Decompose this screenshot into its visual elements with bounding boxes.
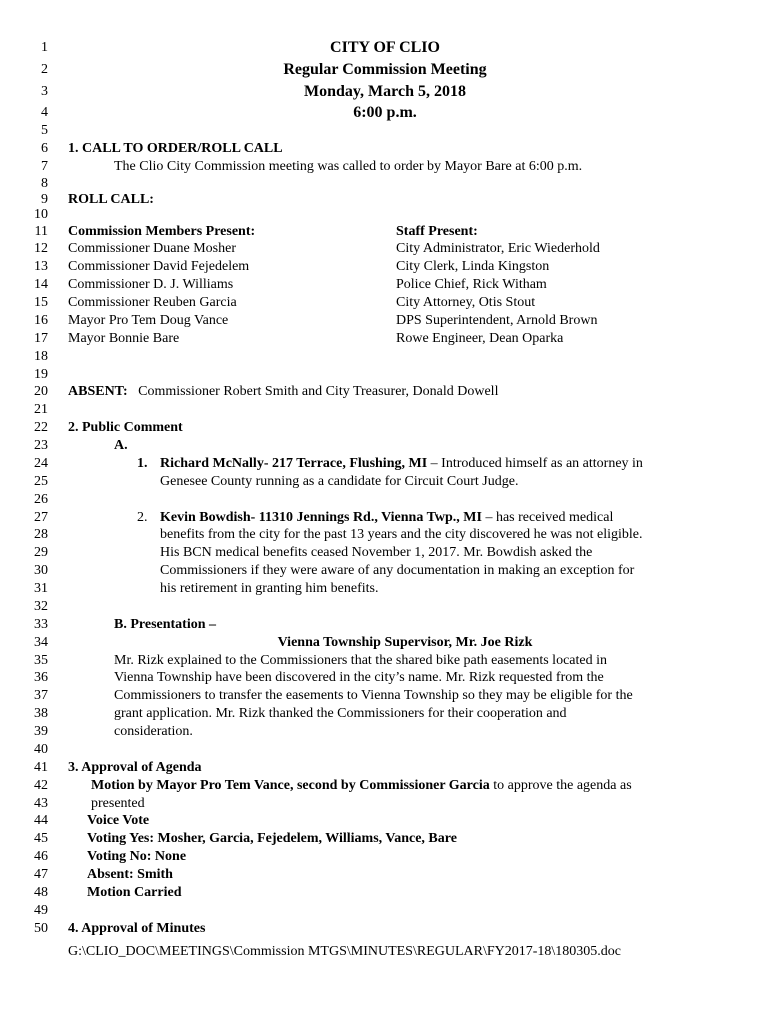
line-number: 16: [34, 313, 48, 328]
member-item: Commissioner Duane Mosher: [68, 241, 236, 256]
line-number: 37: [34, 688, 48, 703]
line-number: 28: [34, 527, 48, 542]
line-number: 26: [34, 492, 48, 507]
comment-text: – has received medical: [481, 510, 614, 525]
public-comment-heading: 2. Public Comment: [68, 420, 183, 435]
line-number: 7: [41, 159, 48, 174]
line-number: 33: [34, 617, 48, 632]
line-number: 23: [34, 438, 48, 453]
approval-agenda-heading: 3. Approval of Agenda: [68, 760, 202, 775]
line-number: 35: [34, 653, 48, 668]
line-number: 43: [34, 796, 48, 811]
voting-yes: Voting Yes: Mosher, Garcia, Fejedelem, Williams, Vance, Bare: [87, 831, 457, 846]
member-item: Commissioner Reuben Garcia: [68, 295, 237, 310]
line-number: 30: [34, 563, 48, 578]
line-number: 34: [34, 635, 48, 650]
line-number: 8: [41, 176, 48, 191]
meeting-title: Regular Commission Meeting: [283, 61, 487, 78]
line-number: 3: [41, 84, 48, 99]
line-number: 29: [34, 545, 48, 560]
presentation-line: Vienna Township have been discovered in the city’s name. Mr. Rizk requested from the: [114, 670, 604, 685]
line-number: 27: [34, 510, 48, 525]
line-number: 2: [41, 62, 48, 77]
line-number: 13: [34, 259, 48, 274]
staff-item: City Administrator, Eric Wiederhold: [396, 241, 600, 256]
line-number: 31: [34, 581, 48, 596]
line-number: 47: [34, 867, 48, 882]
line-number: 24: [34, 456, 48, 471]
presentation-line: Commissioners to transfer the easements to Vienna Township so they may be eligible for the: [114, 688, 633, 703]
line-number: 39: [34, 724, 48, 739]
line-number: 18: [34, 349, 48, 364]
line-number: 10: [34, 207, 48, 222]
presentation-subtitle: Vienna Township Supervisor, Mr. Joe Rizk: [277, 635, 533, 650]
line-number: 50: [34, 921, 48, 936]
line-number: 19: [34, 367, 48, 382]
absent-text: Commissioner Robert Smith and City Treasurer, Donald Dowell: [138, 384, 499, 399]
comment-item-number: 2.: [137, 510, 148, 525]
line-number: 42: [34, 778, 48, 793]
meeting-time: 6:00 p.m.: [353, 104, 417, 121]
line-number: 9: [41, 192, 48, 207]
line-number: 41: [34, 760, 48, 775]
line-number: 15: [34, 295, 48, 310]
presentation-line: grant application. Mr. Rizk thanked the Commissioners for their cooperation and: [114, 706, 567, 721]
line-number: 1: [41, 40, 48, 55]
roll-call-heading: ROLL CALL:: [68, 192, 154, 207]
members-heading: Commission Members Present:: [68, 224, 256, 239]
comment-text: his retirement in granting him benefits.: [160, 581, 379, 596]
comment-text: Commissioners if they were aware of any documentation in making an exception for: [160, 563, 635, 578]
absent-line: [68, 383, 498, 401]
line-number: 44: [34, 813, 48, 828]
line-number: 6: [41, 141, 48, 156]
staff-item: City Clerk, Linda Kingston: [396, 259, 550, 274]
line-number: 20: [34, 384, 48, 399]
staff-heading: Staff Present:: [396, 224, 478, 239]
line-number: 25: [34, 474, 48, 489]
comment-text: benefits from the city for the past 13 years and the city discovered he was not eligible.: [160, 527, 643, 542]
staff-item: Police Chief, Rick Witham: [396, 277, 547, 292]
voting-absent: Absent: Smith: [87, 867, 173, 882]
line-number: 40: [34, 742, 48, 757]
staff-item: City Attorney, Otis Stout: [396, 295, 536, 310]
footer-path: G:\CLIO_DOC\MEETINGS\Commission MTGS\MINUTES\REGULAR\FY2017-18\180305.doc: [68, 944, 622, 959]
comment-text: – Introduced himself as an attorney in: [427, 456, 643, 471]
voice-vote: Voice Vote: [87, 813, 150, 828]
approval-minutes-heading: 4. Approval of Minutes: [68, 921, 206, 936]
line-number: 11: [34, 224, 48, 239]
comment-name: Richard McNally- 217 Terrace, Flushing, MI: [160, 456, 428, 471]
line-number: 14: [34, 277, 48, 292]
comment-name: Kevin Bowdish- 11310 Jennings Rd., Vienna Twp., MI: [160, 510, 482, 525]
agenda-motion-cont: presented: [91, 796, 145, 811]
presentation-line: Mr. Rizk explained to the Commissioners that the shared bike path easements located in: [114, 653, 607, 668]
public-comment-sub-a: A.: [114, 438, 128, 453]
line-number: 49: [34, 903, 48, 918]
member-item: Commissioner David Fejedelem: [68, 259, 250, 274]
call-to-order-text: The Clio City Commission meeting was called to order by Mayor Bare at 6:00 p.m.: [114, 159, 583, 174]
motion-result: Motion Carried: [87, 885, 182, 900]
call-to-order-heading: 1. CALL TO ORDER/ROLL CALL: [68, 141, 283, 156]
line-number: 5: [41, 123, 48, 138]
line-number: 17: [34, 331, 48, 346]
presentation-line: consideration.: [114, 724, 193, 739]
line-number: 22: [34, 420, 48, 435]
comment-item-2: [160, 509, 613, 527]
presentation-heading: B. Presentation –: [114, 617, 217, 632]
line-number: 45: [34, 831, 48, 846]
line-number: 12: [34, 241, 48, 256]
line-number: 38: [34, 706, 48, 721]
staff-item: Rowe Engineer, Dean Oparka: [396, 331, 564, 346]
voting-no: Voting No: None: [87, 849, 187, 864]
line-number: 36: [34, 670, 48, 685]
motion-bold: Motion by Mayor Pro Tem Vance, second by Commissioner Garcia: [91, 778, 490, 793]
line-number: 4: [41, 105, 48, 120]
line-number: 32: [34, 599, 48, 614]
absent-label: ABSENT:: [68, 384, 128, 399]
member-item: Mayor Pro Tem Doug Vance: [68, 313, 229, 328]
comment-item-1: [160, 455, 643, 473]
staff-item: DPS Superintendent, Arnold Brown: [396, 313, 598, 328]
member-item: Commissioner D. J. Williams: [68, 277, 234, 292]
motion-rest: to approve the agenda as: [489, 778, 632, 793]
agenda-motion: [91, 777, 632, 795]
comment-item-number: 1.: [137, 456, 148, 471]
member-item: Mayor Bonnie Bare: [68, 331, 180, 346]
comment-text: Genesee County running as a candidate for Circuit Court Judge.: [160, 474, 519, 489]
line-number: 48: [34, 885, 48, 900]
line-number: 21: [34, 402, 48, 417]
city-title: CITY OF CLIO: [330, 39, 440, 56]
line-number: 46: [34, 849, 48, 864]
comment-text: His BCN medical benefits ceased November 1, 2017. Mr. Bowdish asked the: [160, 545, 593, 560]
meeting-date: Monday, March 5, 2018: [304, 83, 466, 100]
